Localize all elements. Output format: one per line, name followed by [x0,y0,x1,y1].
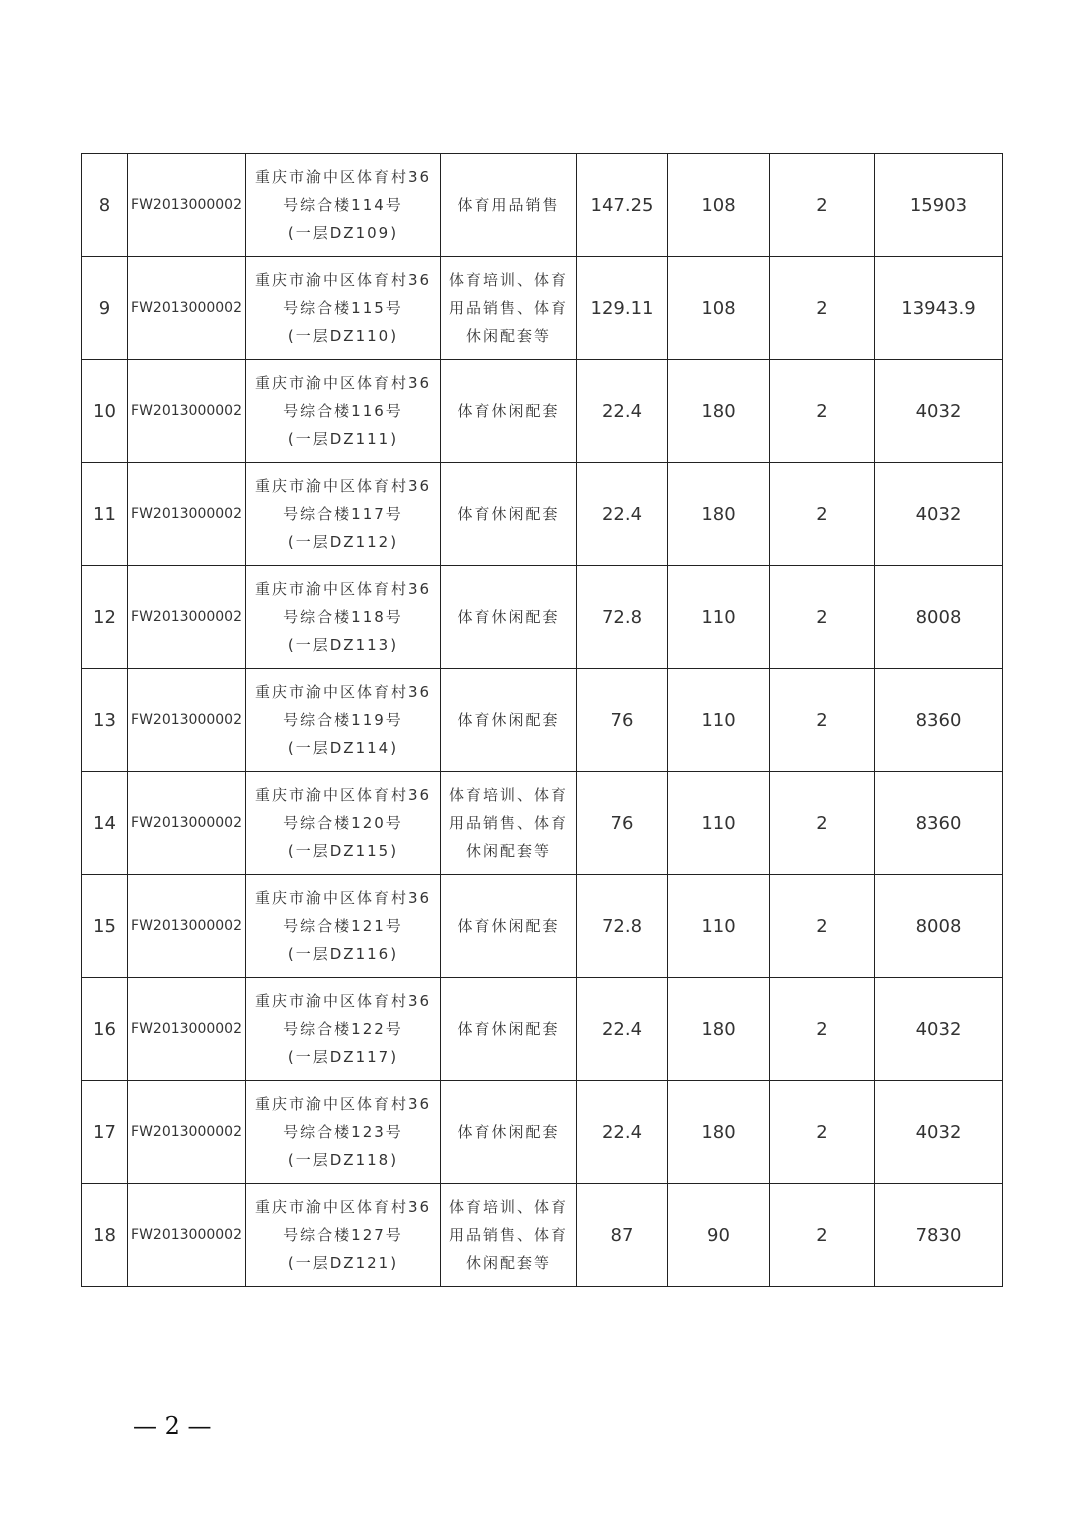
row-number-cell: 9 [82,257,128,360]
usage-line: 体育休闲配套 [457,1020,560,1038]
usage-line: 休闲配套等 [465,842,551,860]
area-cell: 72.8 [577,875,668,978]
total-cell: 4032 [875,978,1003,1081]
usage-line: 体育培训、体育 [448,786,568,804]
address-line: 重庆市渝中区体育村36 [254,889,432,907]
address-line: (一层DZ114) [287,739,399,757]
usage-line: 体育休闲配套 [457,917,560,935]
unit-price-cell: 90 [668,1184,770,1287]
total-cell: 15903 [875,154,1003,257]
unit-price-cell: 110 [668,875,770,978]
usage-line: 用品销售、体育 [448,1226,568,1244]
usage-line: 体育休闲配套 [457,711,560,729]
total-cell: 8360 [875,772,1003,875]
usage-line: 体育休闲配套 [457,1123,560,1141]
usage-line: 用品销售、体育 [448,814,568,832]
property-code-cell: FW2013000002 [128,1081,246,1184]
table-row [82,566,1003,669]
address-cell [246,360,441,463]
area-cell: 147.25 [577,154,668,257]
total-cell: 8360 [875,669,1003,772]
address-line: 重庆市渝中区体育村36 [254,374,432,392]
address-line: 号综合楼123号 [283,1123,403,1141]
area-cell: 129.11 [577,257,668,360]
usage-cell [441,463,577,566]
address-cell [246,1081,441,1184]
area-cell: 22.4 [577,978,668,1081]
area-cell: 76 [577,772,668,875]
unit-price-cell: 180 [668,1081,770,1184]
address-line: (一层DZ121) [287,1254,399,1272]
table-row [82,257,1003,360]
row-number-cell: 18 [82,1184,128,1287]
area-cell: 22.4 [577,1081,668,1184]
property-code-cell: FW2013000002 [128,772,246,875]
address-line: 号综合楼118号 [283,608,403,626]
months-cell: 2 [770,669,875,772]
total-cell: 4032 [875,463,1003,566]
address-line: 重庆市渝中区体育村36 [254,683,432,701]
address-line: 号综合楼120号 [283,814,403,832]
months-cell: 2 [770,978,875,1081]
address-line: 号综合楼116号 [283,402,403,420]
address-line: 号综合楼119号 [283,711,403,729]
total-cell: 8008 [875,875,1003,978]
usage-line: 体育培训、体育 [448,1198,568,1216]
months-cell: 2 [770,772,875,875]
address-line: 重庆市渝中区体育村36 [254,1198,432,1216]
property-code-cell: FW2013000002 [128,1184,246,1287]
address-cell [246,463,441,566]
row-number-cell: 10 [82,360,128,463]
area-cell: 22.4 [577,463,668,566]
row-number-cell: 13 [82,669,128,772]
address-line: 号综合楼117号 [283,505,403,523]
usage-cell [441,360,577,463]
address-line: 重庆市渝中区体育村36 [254,477,432,495]
property-table [81,153,1003,1287]
address-line: 号综合楼121号 [283,917,403,935]
address-line: 重庆市渝中区体育村36 [254,580,432,598]
address-line: 重庆市渝中区体育村36 [254,271,432,289]
address-cell [246,669,441,772]
table-row [82,772,1003,875]
property-code-cell: FW2013000002 [128,360,246,463]
address-line: (一层DZ117) [287,1048,399,1066]
total-cell: 4032 [875,360,1003,463]
usage-line: 休闲配套等 [465,327,551,345]
months-cell: 2 [770,1184,875,1287]
usage-line: 体育培训、体育 [448,271,568,289]
address-cell [246,772,441,875]
usage-line: 休闲配套等 [465,1254,551,1272]
property-code-cell: FW2013000002 [128,566,246,669]
usage-cell [441,566,577,669]
property-code-cell: FW2013000002 [128,154,246,257]
address-line: (一层DZ113) [287,636,399,654]
address-line: (一层DZ110) [287,327,399,345]
row-number-cell: 8 [82,154,128,257]
address-cell [246,875,441,978]
usage-line: 体育用品销售 [457,196,560,214]
usage-cell [441,669,577,772]
months-cell: 2 [770,154,875,257]
unit-price-cell: 108 [668,154,770,257]
unit-price-cell: 110 [668,669,770,772]
usage-cell [441,875,577,978]
row-number-cell: 11 [82,463,128,566]
address-line: 号综合楼127号 [283,1226,403,1244]
area-cell: 76 [577,669,668,772]
usage-cell [441,257,577,360]
months-cell: 2 [770,566,875,669]
total-cell: 7830 [875,1184,1003,1287]
address-line: (一层DZ112) [287,533,399,551]
unit-price-cell: 108 [668,257,770,360]
address-line: 号综合楼114号 [283,196,403,214]
unit-price-cell: 110 [668,772,770,875]
unit-price-cell: 180 [668,360,770,463]
table-row [82,875,1003,978]
months-cell: 2 [770,257,875,360]
unit-price-cell: 180 [668,978,770,1081]
table-row [82,463,1003,566]
row-number-cell: 17 [82,1081,128,1184]
usage-cell [441,154,577,257]
total-cell: 8008 [875,566,1003,669]
table-row [82,1081,1003,1184]
row-number-cell: 14 [82,772,128,875]
unit-price-cell: 180 [668,463,770,566]
address-line: 号综合楼115号 [283,299,403,317]
total-cell: 13943.9 [875,257,1003,360]
address-line: (一层DZ118) [287,1151,399,1169]
months-cell: 2 [770,463,875,566]
address-cell [246,1184,441,1287]
usage-cell [441,1081,577,1184]
property-code-cell: FW2013000002 [128,669,246,772]
row-number-cell: 12 [82,566,128,669]
table-row [82,978,1003,1081]
table-row [82,1184,1003,1287]
usage-cell [441,978,577,1081]
months-cell: 2 [770,360,875,463]
total-cell: 4032 [875,1081,1003,1184]
area-cell: 87 [577,1184,668,1287]
property-code-cell: FW2013000002 [128,875,246,978]
address-cell [246,978,441,1081]
table-body [82,154,1003,1287]
address-line: (一层DZ111) [287,430,399,448]
address-line: 重庆市渝中区体育村36 [254,992,432,1010]
usage-line: 用品销售、体育 [448,299,568,317]
unit-price-cell: 110 [668,566,770,669]
row-number-cell: 15 [82,875,128,978]
months-cell: 2 [770,875,875,978]
months-cell: 2 [770,1081,875,1184]
usage-cell [441,772,577,875]
address-line: 号综合楼122号 [283,1020,403,1038]
page-number: — 2 — [133,1412,212,1440]
area-cell: 72.8 [577,566,668,669]
address-line: (一层DZ116) [287,945,399,963]
property-code-cell: FW2013000002 [128,257,246,360]
usage-cell [441,1184,577,1287]
property-code-cell: FW2013000002 [128,978,246,1081]
address-cell [246,566,441,669]
usage-line: 体育休闲配套 [457,608,560,626]
table-row [82,360,1003,463]
area-cell: 22.4 [577,360,668,463]
address-line: 重庆市渝中区体育村36 [254,786,432,804]
table-row [82,154,1003,257]
usage-line: 体育休闲配套 [457,505,560,523]
table-row [82,669,1003,772]
address-cell [246,257,441,360]
address-line: (一层DZ109) [287,224,399,242]
row-number-cell: 16 [82,978,128,1081]
usage-line: 体育休闲配套 [457,402,560,420]
property-code-cell: FW2013000002 [128,463,246,566]
address-line: 重庆市渝中区体育村36 [254,168,432,186]
address-line: 重庆市渝中区体育村36 [254,1095,432,1113]
address-cell [246,154,441,257]
address-line: (一层DZ115) [287,842,399,860]
